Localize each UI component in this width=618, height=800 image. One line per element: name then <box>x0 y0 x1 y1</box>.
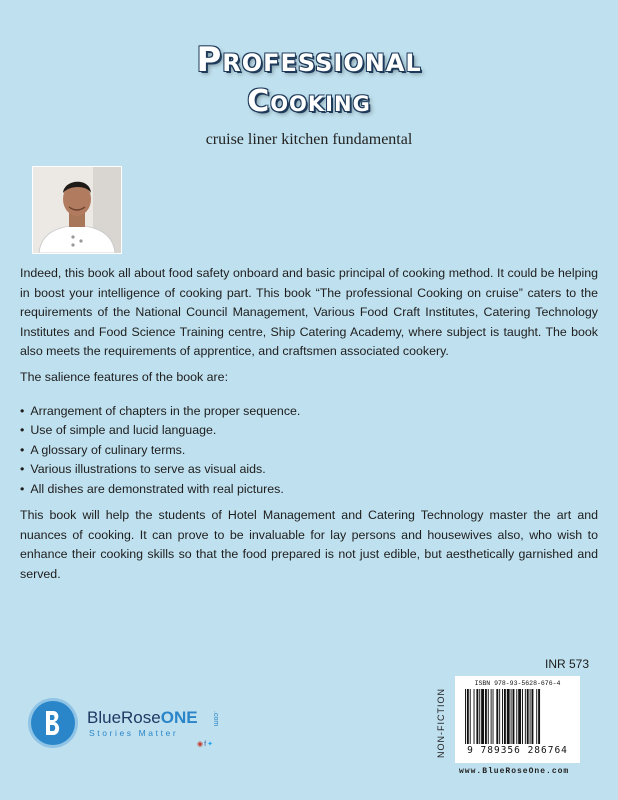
publisher-website: www.BlueRoseOne.com <box>459 767 570 776</box>
publisher-domain-suffix: .com <box>212 711 219 727</box>
isbn-text: ISBN 978-93-5628-676-4 <box>474 680 561 687</box>
book-title-line2: Cooking <box>247 84 371 119</box>
publisher-name: BlueRoseONE <box>87 708 198 727</box>
twitter-icon: ✦ <box>207 741 214 748</box>
feature-item: • Arrangement of chapters in the proper sequence. <box>20 402 300 421</box>
facebook-icon: f <box>204 741 208 748</box>
blurb-paragraph-2: The salience features of the book are: <box>20 370 229 384</box>
publisher-tagline: Stories Matter <box>89 728 179 738</box>
author-photo <box>32 166 122 254</box>
blurb-paragraph-3: This book will help the students of Hotel Management and Catering Technology master the art and nuances of cooking. It can prove to be invaluable for lay persons and housewives also, who wish to enhance their cooking skills so that the food prepared is not just edible, but aesthetically garnished and served. <box>20 508 598 581</box>
feature-item: • A glossary of culinary terms. <box>20 441 300 460</box>
features-list <box>20 402 300 499</box>
book-title-line1: Professional <box>196 40 422 80</box>
isbn-barcode <box>455 676 580 763</box>
book-subtitle: cruise liner kitchen fundamental <box>205 131 413 148</box>
feature-item: • Various illustrations to serve as visual aids. <box>20 460 300 479</box>
price-label: INR 573 <box>545 657 590 671</box>
feature-item: • Use of simple and lucid language. <box>20 421 300 440</box>
feature-item: • All dishes are demonstrated with real pictures. <box>20 480 300 499</box>
ean-digits: 9 789356 286764 <box>467 745 568 756</box>
genre-label: NON-FICTION <box>436 688 446 758</box>
publisher-logo-icon <box>31 701 75 745</box>
instagram-icon: ◉ <box>197 741 205 748</box>
blurb-paragraph-1: Indeed, this book all about food safety onboard and basic principal of cooking method. It could be helping in boost your intelligence of cooking part. This book “The professional Cooking on cruise” caters to the requirements of the National Council Management, Various Food Craft Institutes, Catering Technology Institutes and Food Science Training centre, Ship Catering Academy, where subject is taught. The book also meets the requirements of apprentice, and craftsmen associated cookery. <box>20 266 598 359</box>
publisher-logo <box>31 701 231 751</box>
social-icons <box>197 740 214 748</box>
barcode-bars <box>465 689 570 744</box>
